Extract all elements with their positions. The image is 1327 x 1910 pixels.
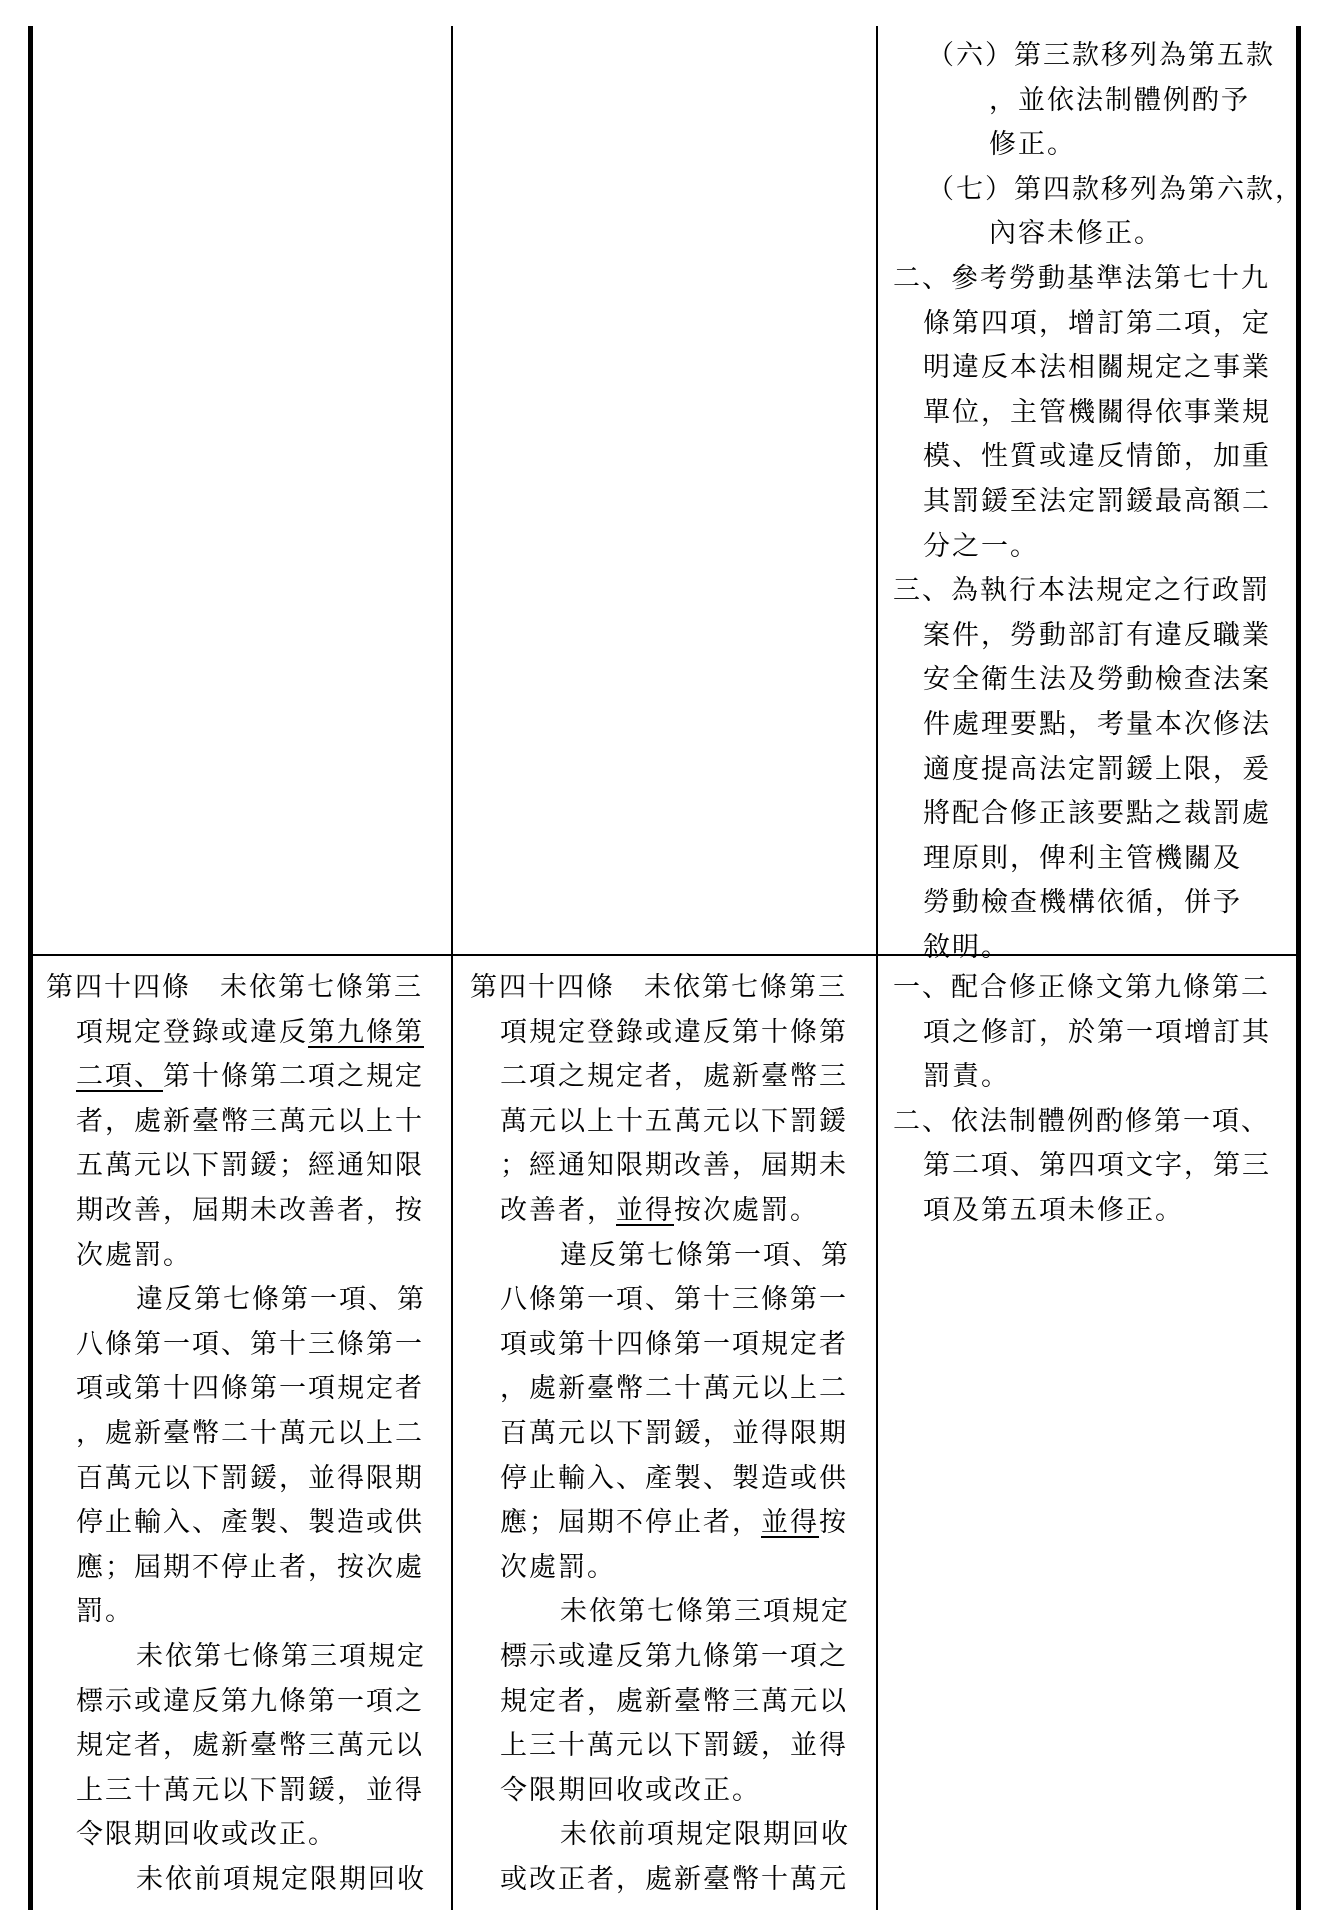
article-heading-line: 第四十四條 未依第七條第三 xyxy=(46,972,423,1003)
text-line: 二、參考勞動基準法第七十九 xyxy=(893,262,1270,294)
text-line xyxy=(470,1189,850,1234)
text-line: 違反第七條第一項、第 xyxy=(136,1284,426,1316)
text-line: 次處罰。 xyxy=(500,1551,616,1583)
text-line: 項或第十四條第一項規定者 xyxy=(76,1373,424,1405)
top-explanation-cell xyxy=(893,34,1304,970)
text-line: 二、依法制體例酌修第一項、 xyxy=(893,1105,1270,1137)
text-line: 項規定登錄或違反第十條第 xyxy=(500,1016,848,1048)
text-line: 適度提高法定罰鍰上限，爰 xyxy=(923,753,1271,785)
text-line: 將配合修正該要點之裁罰處 xyxy=(923,798,1271,830)
text-line: 次處罰。 xyxy=(76,1239,192,1271)
text-line: 安全衛生法及勞動檢查法案 xyxy=(923,664,1271,696)
text-line: 罰。 xyxy=(76,1596,134,1628)
text-line: 案件，勞動部訂有違反職業 xyxy=(923,619,1271,651)
amendment-underline: 第九條第 xyxy=(308,1016,424,1048)
text-line: 件處理要點，考量本次修法 xyxy=(923,708,1271,740)
text-line xyxy=(46,1011,426,1056)
text-line: ，處新臺幣二十萬元以上二 xyxy=(500,1373,848,1405)
amendment-underline: 二項、 xyxy=(76,1061,163,1093)
text-line xyxy=(46,1055,426,1100)
text-line: 上三十萬元以下罰鍰，並得 xyxy=(500,1730,848,1762)
text-line: 標示或違反第九條第一項之 xyxy=(76,1685,424,1717)
text-line: 理原則，俾利主管機關及 xyxy=(923,842,1242,874)
text-line: 三、為執行本法規定之行政罰 xyxy=(893,575,1270,607)
text-line: 明違反本法相關規定之事業 xyxy=(923,352,1271,384)
text-segment: 按 xyxy=(819,1507,848,1539)
text-line: 萬元以上十五萬元以下罰鍰 xyxy=(500,1105,848,1137)
text-segment: 改善者， xyxy=(500,1194,616,1226)
text-segment: 按次處罰。 xyxy=(674,1194,819,1226)
text-line: 未依前項規定限期回收 xyxy=(560,1819,850,1851)
amended-article-cell xyxy=(46,966,426,1902)
text-line: 第二項、第四項文字，第三 xyxy=(923,1150,1271,1182)
text-line: 其罰鍰至法定罰鍰最高額二 xyxy=(923,485,1271,517)
text-line: 違反第七條第一項、第 xyxy=(560,1239,850,1271)
text-line: 未依前項規定限期回收 xyxy=(136,1863,426,1895)
text-line xyxy=(470,1501,850,1546)
current-article-cell xyxy=(470,966,850,1902)
text-line: 分之一。 xyxy=(923,530,1039,562)
text-line: 八條第一項、第十三條第一 xyxy=(500,1284,848,1316)
text-line: 令限期回收或改正。 xyxy=(500,1774,761,1806)
text-line: 令限期回收或改正。 xyxy=(76,1819,337,1851)
text-line: 單位，主管機關得依事業規 xyxy=(923,396,1271,428)
amendment-underline: 並得 xyxy=(761,1507,819,1539)
text-line: （七）第四款移列為第六款， xyxy=(927,173,1304,205)
text-line: 或改正者，處新臺幣十萬元 xyxy=(500,1863,848,1895)
text-line: 停止輸入、產製、製造或供 xyxy=(76,1507,424,1539)
table-left-border xyxy=(28,26,33,1910)
text-line: 上三十萬元以下罰鍰，並得 xyxy=(76,1774,424,1806)
text-line: 罰責。 xyxy=(923,1061,1010,1093)
amendment-underline: 並得 xyxy=(616,1194,674,1226)
text-segment: 第十條第二項之規定 xyxy=(163,1061,424,1093)
text-line: 百萬元以下罰鍰，並得限期 xyxy=(500,1417,848,1449)
text-line: 停止輸入、產製、製造或供 xyxy=(500,1462,848,1494)
text-line: 期改善，屆期未改善者，按 xyxy=(76,1194,424,1226)
text-line: 規定者，處新臺幣三萬元以 xyxy=(500,1685,848,1717)
text-line: 項及第五項未修正。 xyxy=(923,1194,1184,1226)
text-line: 標示或違反第九條第一項之 xyxy=(500,1640,848,1672)
text-line: （六）第三款移列為第五款 xyxy=(927,40,1275,71)
text-line: ，處新臺幣二十萬元以上二 xyxy=(76,1417,424,1449)
text-line: 應；屆期不停止者，按次處 xyxy=(76,1551,424,1583)
text-line: ，並依法制體例酌予 xyxy=(989,84,1250,116)
text-segment: 項規定登錄或違反 xyxy=(76,1016,308,1048)
column-divider-2 xyxy=(876,26,878,1910)
text-line: 條第四項，增訂第二項，定 xyxy=(923,307,1271,339)
text-line: 項之修訂，於第一項增訂其 xyxy=(923,1016,1271,1048)
text-line: 二項之規定者，處新臺幣三 xyxy=(500,1061,848,1093)
text-line: 八條第一項、第十三條第一 xyxy=(76,1328,424,1360)
text-line: 五萬元以下罰鍰；經通知限 xyxy=(76,1150,424,1182)
text-line: 百萬元以下罰鍰，並得限期 xyxy=(76,1462,424,1494)
text-line: 修正。 xyxy=(989,129,1076,161)
text-line: 一、配合修正條文第九條第二 xyxy=(893,972,1270,1003)
text-line: 勞動檢查機構依循，併予 xyxy=(923,887,1242,919)
text-line: 未依第七條第三項規定 xyxy=(560,1596,850,1628)
text-line: 者，處新臺幣三萬元以上十 xyxy=(76,1105,424,1137)
text-line: 模、性質或違反情節，加重 xyxy=(923,441,1271,473)
column-divider-1 xyxy=(451,26,453,1910)
text-line: 內容未修正。 xyxy=(989,218,1163,250)
text-line: 敘明。 xyxy=(923,931,1010,963)
text-line: 規定者，處新臺幣三萬元以 xyxy=(76,1730,424,1762)
article-heading-line: 第四十四條 未依第七條第三 xyxy=(470,972,847,1003)
bottom-explanation-cell xyxy=(893,966,1271,1234)
text-segment: 應；屆期不停止者， xyxy=(500,1507,761,1539)
text-line: 未依第七條第三項規定 xyxy=(136,1640,426,1672)
text-line: ；經通知限期改善，屆期未 xyxy=(500,1150,848,1182)
text-line: 項或第十四條第一項規定者 xyxy=(500,1328,848,1360)
